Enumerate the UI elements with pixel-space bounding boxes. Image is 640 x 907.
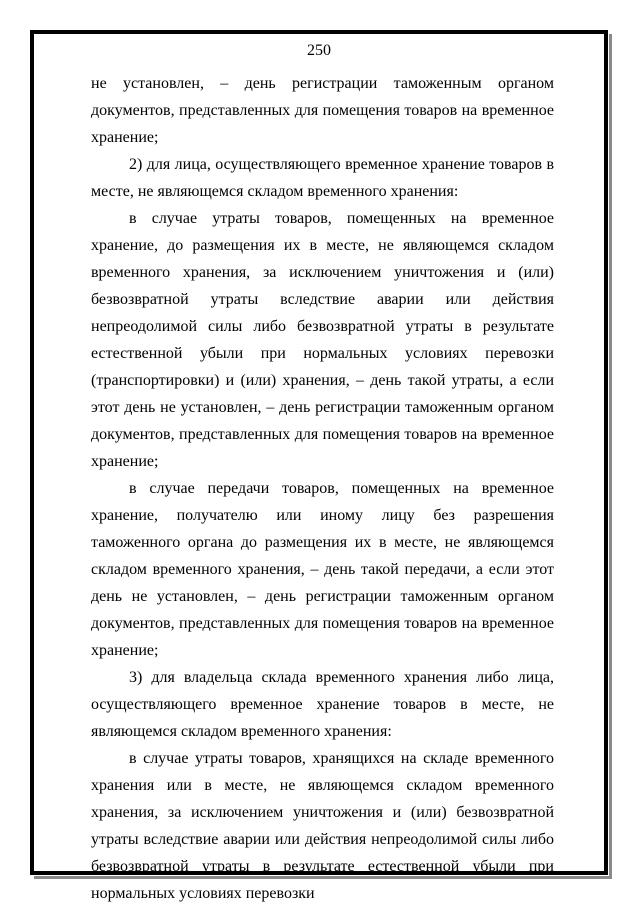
paragraph-item-2: 2) для лица, осуществляющего временное хранение товаров в месте, не являющемся складом временного хранения: [91,156,554,200]
paragraph-item-3: 3) для владельца склада временного хранения либо лица, осуществляющего временное хранение товаров в месте, не являющемся складом временного хранения: [91,669,554,740]
document-body [91,70,554,907]
paragraph-storage-loss-case: в случае утраты товаров, хранящихся на складе временного хранения или в месте, не являющемся складом временного хранения, за исключением уничтожения и (или) безвозвратной утраты вследствие аварии или действия непреодолимой силы либо безвозвратной утраты в результате естественной убыли при нормальных условиях перевозки [91,750,554,902]
page-frame [30,30,608,902]
paragraph-continuation: не установлен, – день регистрации таможенным органом документов, представленных для помещения товаров на временное хранение; [91,75,554,146]
paragraph-loss-case: в случае утраты товаров, помещенных на временное хранение, до размещения их в месте, не являющемся складом временного хранения, за исключением уничтожения и (или) безвозвратной утраты вследствие аварии или действия непреодолимой силы либо безвозвратной утраты в результате естественной убыли при нормальных условиях перевозки (транспортировки) и (или) хранения, – день такой утраты, а если этот день не установлен, – день регистрации таможенным органом документов, представленных для помещения товаров на временное хранение; [91,210,554,470]
page-number: 250 [307,42,331,59]
paragraph-transfer-case: в случае передачи товаров, помещенных на временное хранение, получателю или иному лицу без разрешения таможенного органа до размещения их в месте, не являющемся складом временного хранения, – день такой передачи, а если этот день не установлен, – день регистрации таможенным органом документов, представленных для помещения товаров на временное хранение; [91,480,554,659]
